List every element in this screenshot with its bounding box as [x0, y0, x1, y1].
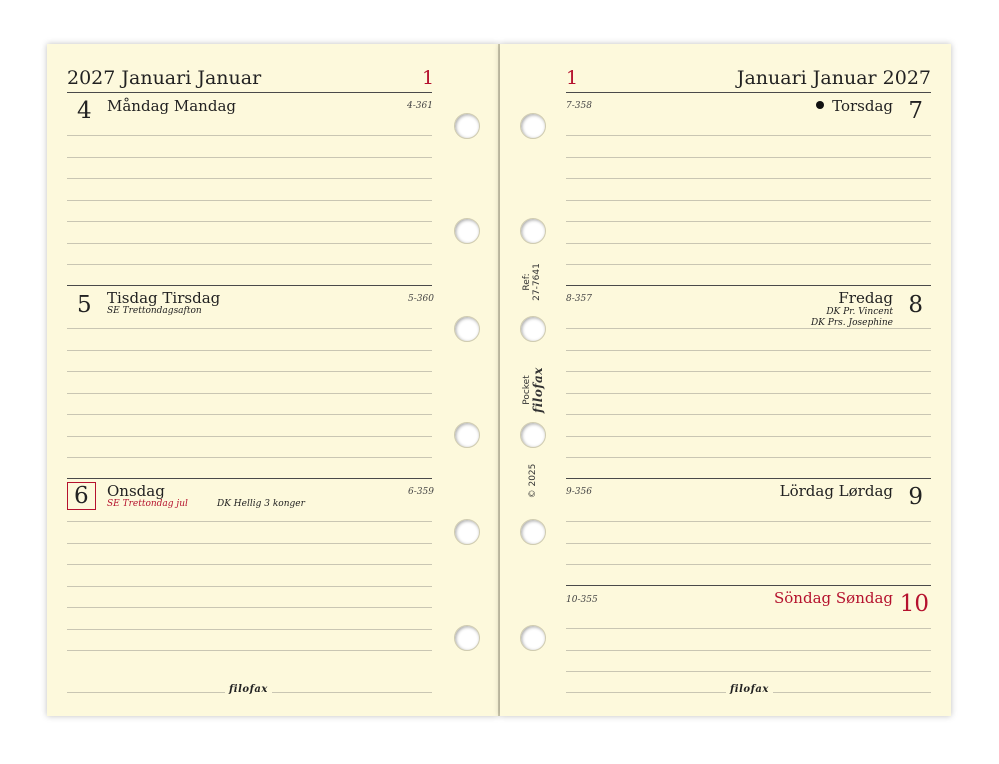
writing-line — [566, 371, 931, 372]
day-name-monday: Måndag Mandag — [107, 97, 236, 115]
day-divider — [67, 478, 432, 479]
holiday-dk-pr-vincent: DK Pr. Vincent — [826, 307, 893, 317]
holiday-se-trettondag-jul: SE Trettondag jul — [107, 499, 188, 509]
day-divider — [566, 285, 931, 286]
filofax-logo-vertical: filofax — [531, 367, 545, 413]
punch-hole — [454, 113, 480, 139]
holiday-se-trettondagsafton: SE Trettondagsafton — [107, 306, 202, 316]
writing-line — [566, 328, 931, 329]
writing-line — [566, 650, 931, 651]
pocket-text: Pocket — [522, 375, 532, 405]
writing-line — [67, 350, 432, 351]
writing-line — [67, 200, 432, 201]
day-code-7: 7-358 — [566, 101, 592, 111]
writing-line — [566, 221, 931, 222]
punch-hole — [454, 519, 480, 545]
day-number-5: 5 — [77, 292, 92, 318]
writing-line — [566, 135, 931, 136]
writing-line — [67, 650, 432, 651]
punch-hole — [454, 625, 480, 651]
day-number-9: 9 — [908, 484, 923, 510]
day-code-10: 10-355 — [566, 595, 598, 605]
punch-hole — [520, 113, 546, 139]
writing-line — [566, 264, 931, 265]
ref-text: Ref: — [522, 273, 532, 291]
writing-line — [67, 221, 432, 222]
writing-line — [566, 457, 931, 458]
punch-hole — [454, 422, 480, 448]
writing-line — [67, 521, 432, 522]
day-divider — [67, 285, 432, 286]
day-divider — [566, 585, 931, 586]
writing-line — [566, 243, 931, 244]
writing-line — [67, 564, 432, 565]
writing-line — [67, 157, 432, 158]
writing-line — [67, 243, 432, 244]
punch-hole — [520, 519, 546, 545]
writing-line — [67, 328, 432, 329]
day-code-6: 6-359 — [408, 487, 434, 497]
punch-hole — [520, 625, 546, 651]
day-name-thursday-label: Torsdag — [832, 97, 893, 115]
right-page — [500, 44, 951, 716]
left-header-title: 2027 Januari Januar — [67, 67, 262, 89]
writing-line — [566, 564, 931, 565]
right-header-rule — [566, 92, 931, 93]
day-name-thursday — [816, 98, 893, 115]
writing-line — [67, 607, 432, 608]
filofax-logo: filofax — [726, 684, 773, 695]
writing-line — [566, 671, 931, 672]
day-code-5: 5-360 — [408, 294, 434, 304]
punch-hole — [520, 218, 546, 244]
writing-line — [67, 543, 432, 544]
punch-hole — [520, 422, 546, 448]
day-name-friday: Fredag — [838, 289, 893, 307]
writing-line — [67, 178, 432, 179]
punch-hole — [520, 316, 546, 342]
day-number-4: 4 — [77, 98, 92, 124]
pocket-label — [522, 355, 544, 425]
day-name-wednesday: Onsdag — [107, 482, 165, 500]
writing-line — [67, 436, 432, 437]
bullet-icon — [816, 101, 824, 109]
writing-line — [566, 200, 931, 201]
day-number-8: 8 — [908, 292, 923, 318]
day-name-sunday: Söndag Søndag — [774, 589, 893, 607]
writing-line — [566, 521, 931, 522]
writing-line — [67, 371, 432, 372]
day-name-tuesday: Tisdag Tirsdag — [107, 289, 221, 307]
left-header-week: 1 — [422, 67, 435, 89]
day-code-4: 4-361 — [407, 101, 433, 111]
holiday-dk-prs-josephine: DK Prs. Josephine — [810, 318, 893, 328]
right-header-week: 1 — [566, 67, 579, 89]
day-number-10: 10 — [899, 591, 929, 617]
right-header-title: Januari Januar 2027 — [736, 67, 931, 89]
ref-label — [522, 252, 542, 312]
punch-hole — [454, 316, 480, 342]
writing-line — [566, 350, 931, 351]
writing-line — [67, 629, 432, 630]
copyright-text: © 2025 — [528, 463, 538, 499]
writing-line — [566, 178, 931, 179]
filofax-logo: filofax — [225, 684, 272, 695]
writing-line — [566, 393, 931, 394]
writing-line — [67, 393, 432, 394]
day-number-6-today: 6 — [67, 482, 96, 510]
left-header-rule — [67, 92, 432, 93]
writing-line — [67, 135, 432, 136]
writing-line — [566, 157, 931, 158]
day-name-saturday: Lördag Lørdag — [779, 482, 893, 500]
writing-line — [566, 436, 931, 437]
punch-hole — [454, 218, 480, 244]
ref-code: 27-7641 — [532, 263, 542, 301]
writing-line — [67, 264, 432, 265]
day-number-7: 7 — [908, 98, 923, 124]
writing-line — [566, 628, 931, 629]
holiday-dk-hellig-3-konger: DK Hellig 3 konger — [217, 499, 305, 509]
writing-line — [566, 414, 931, 415]
writing-line — [67, 414, 432, 415]
writing-line — [67, 586, 432, 587]
day-divider — [566, 478, 931, 479]
writing-line — [566, 543, 931, 544]
writing-line — [67, 457, 432, 458]
left-page — [47, 44, 498, 716]
day-code-8: 8-357 — [566, 294, 592, 304]
day-code-9: 9-356 — [566, 487, 592, 497]
